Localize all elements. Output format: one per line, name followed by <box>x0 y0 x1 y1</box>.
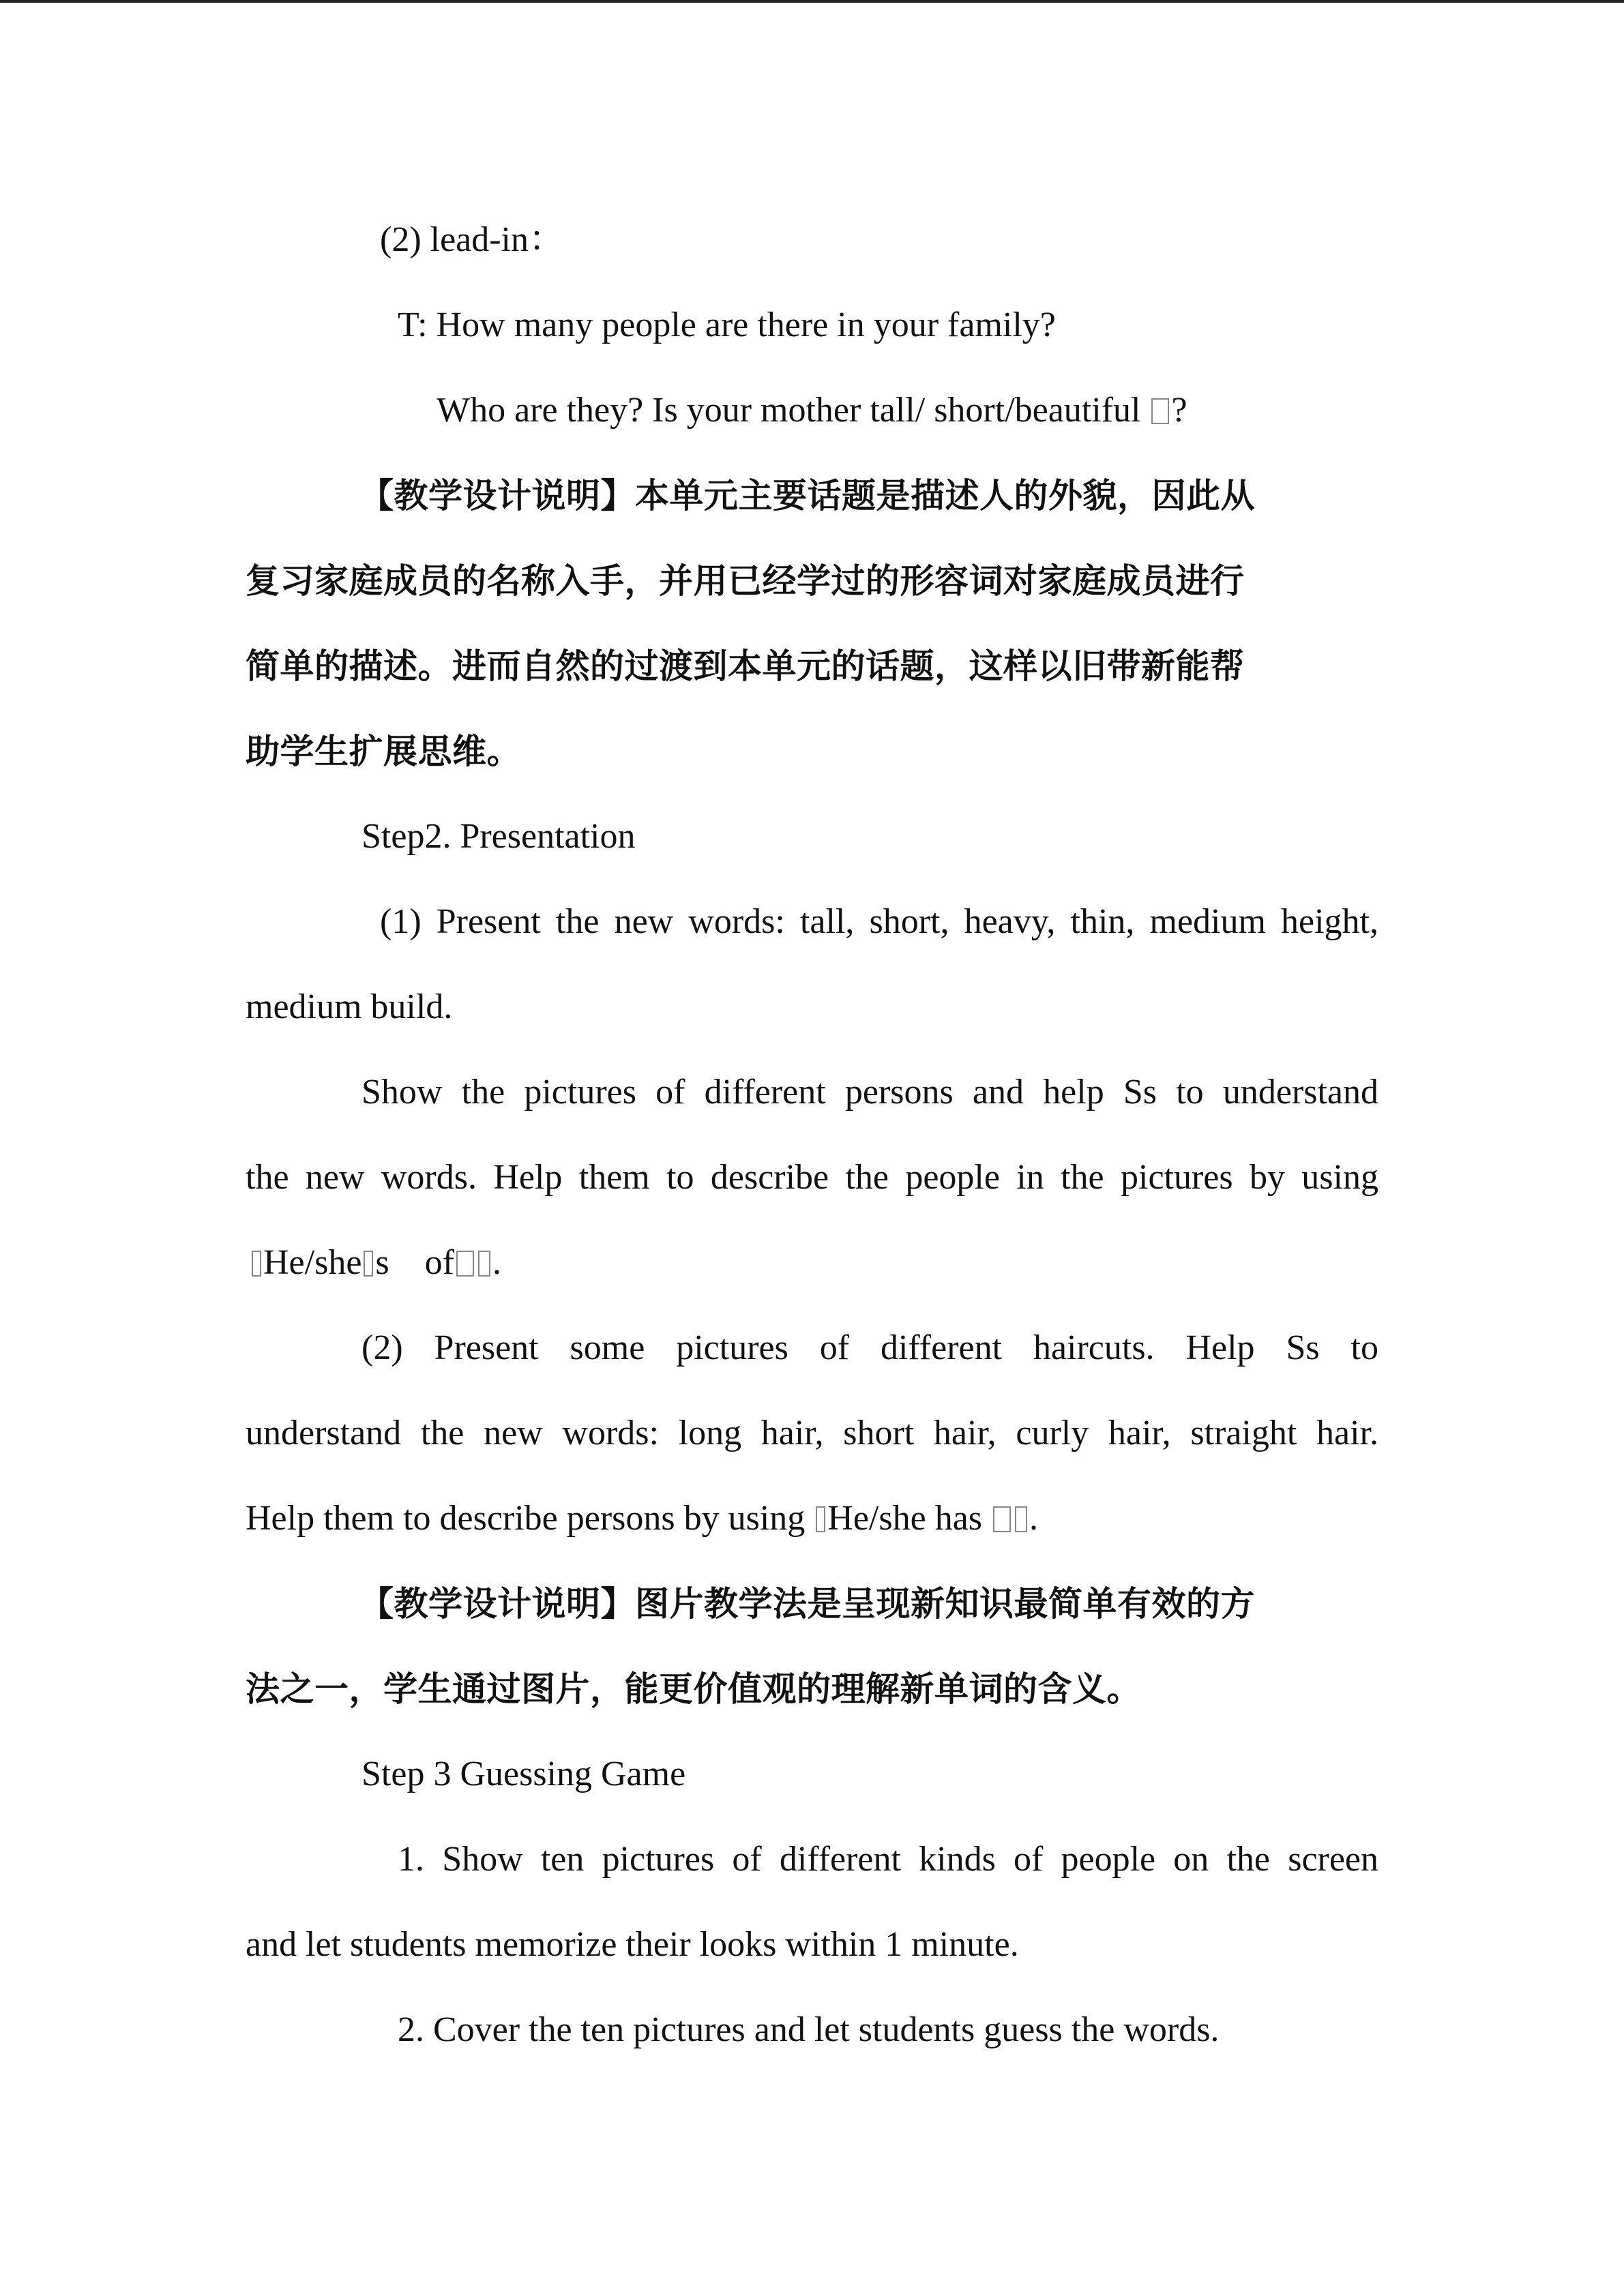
step2-heading: Step2. Presentation <box>361 817 636 856</box>
show-pictures-line-1: Show the pictures of different persons and help Ss to understand <box>361 1073 1378 1112</box>
present-words-line-1: (1) Present the new words: tall, short, heavy, thin, medium height, <box>380 902 1378 941</box>
design-note-1-line-3: 简单的描述。进而自然的过渡到本单元的话题，这样以旧带新能帮 <box>246 646 1245 686</box>
missing-glyph-box <box>816 1506 825 1532</box>
teacher-question-line-2: Who are they? Is your mother tall/ short/beautiful ? <box>437 391 1187 430</box>
design-note-1-line-1: 【教学设计说明】本单元主要话题是描述人的外貌，因此从 <box>359 476 1255 516</box>
haircuts-line-1: (2) Present some pictures of different haircuts. Help Ss to <box>361 1328 1378 1367</box>
missing-glyph-box <box>456 1251 474 1277</box>
teacher-question-line: T: How many people are there in your family? <box>398 305 1056 344</box>
show-pictures-line-2: the new words. Help them to describe the people in the pictures by using <box>246 1158 1378 1197</box>
lead-in-heading: (2) lead-in： <box>380 220 565 259</box>
missing-glyph-box <box>252 1251 261 1277</box>
missing-glyph-box <box>993 1506 1011 1532</box>
design-note-2-line-1: 【教学设计说明】图片教学法是呈现新知识最简单有效的方 <box>359 1584 1255 1624</box>
missing-glyph-box <box>1015 1506 1027 1532</box>
guessing-step2-line: 2. Cover the ten pictures and let students guess the words. <box>398 2010 1220 2049</box>
missing-glyph-box <box>364 1251 373 1277</box>
design-note-1-line-4: 助学生扩展思维。 <box>246 732 521 771</box>
haircuts-line-3: Help them to describe persons by using He/she has . <box>246 1499 1039 1538</box>
show-pictures-line-3: He/she s of . <box>250 1236 501 1290</box>
missing-glyph-box <box>478 1251 490 1277</box>
design-note-2-line-2: 法之一，学生通过图片，能更价值观的理解新单词的含义。 <box>246 1669 1141 1709</box>
present-words-line-2: medium build. <box>246 987 453 1026</box>
guessing-step1-line-1: 1. Show ten pictures of different kinds of people on the screen <box>398 1840 1378 1879</box>
haircuts-line-2: understand the new words: long hair, short hair, curly hair, straight hair. <box>246 1414 1378 1452</box>
step3-heading: Step 3 Guessing Game <box>361 1755 686 1793</box>
missing-glyph-box <box>1151 398 1169 424</box>
top-border <box>0 0 1624 3</box>
design-note-1-line-2: 复习家庭成员的名称入手，并用已经学过的形容词对家庭成员进行 <box>246 561 1245 601</box>
guessing-step1-line-2: and let students memorize their looks within 1 minute. <box>246 1925 1019 1964</box>
